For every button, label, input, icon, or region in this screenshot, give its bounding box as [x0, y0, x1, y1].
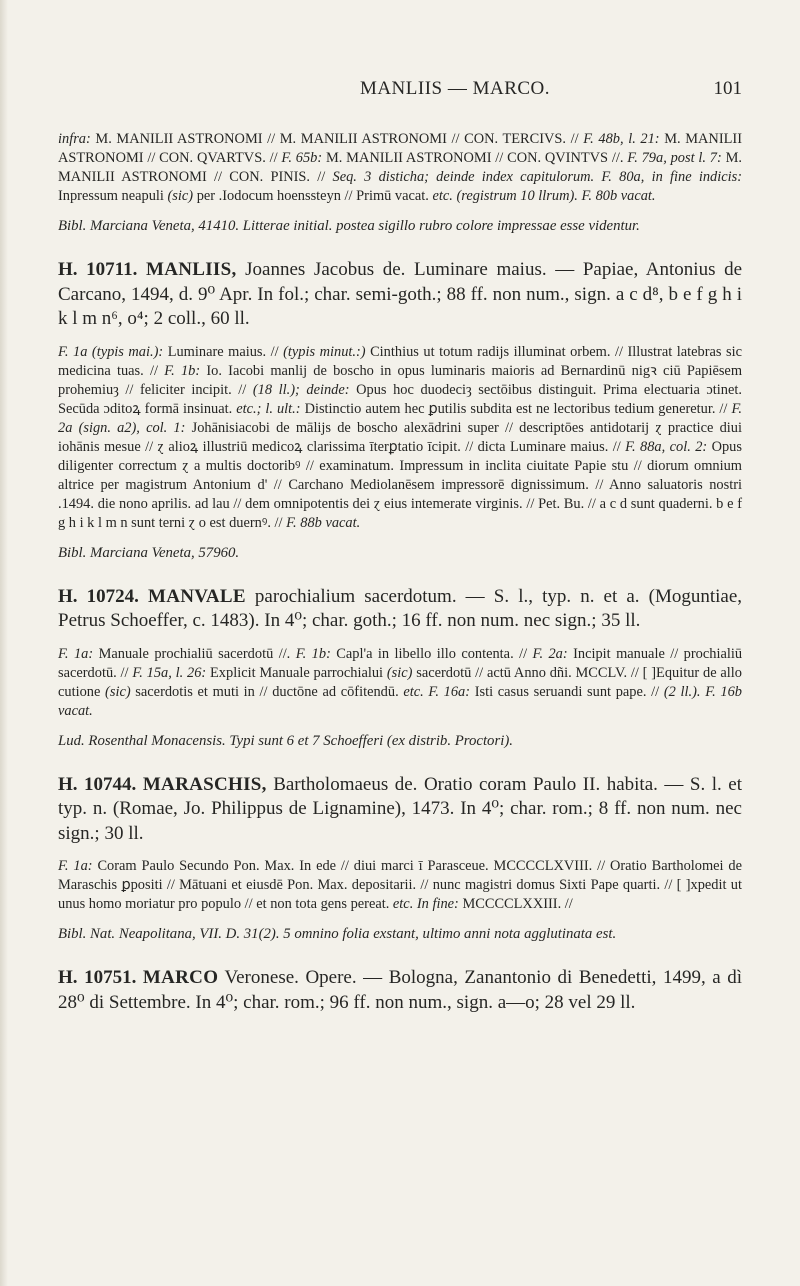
catalogue-text: [58, 130, 742, 1015]
italic-note: (sic): [105, 683, 131, 700]
transcription-text: Explicit Manuale parrochialui: [206, 664, 387, 681]
italic-note: F. 2a (sign. a2), col. 1:: [58, 400, 742, 436]
transcription-text: M. MANILII ASTRONOMI // CON. PINIS. //: [58, 150, 743, 185]
transcription-text: Cinthius ut totum radijs illuminat orbem. // Illustrat latebras sic medicina tuas. //: [58, 343, 742, 379]
transcription-text: M. MANILII ASTRONOMI // M. MANILII ASTRONOMI // CON. TERCIVS. //: [90, 131, 584, 147]
italic-note: infra:: [58, 131, 91, 147]
transcription-text: sacerdotū // actū Anno dñi. MCCLV. // [ ]Equitur de allo cutione: [58, 664, 742, 700]
entry-heading: [58, 258, 742, 332]
italic-note: (typis minut.:): [283, 343, 366, 360]
transcription-text: Inpressum neapuli: [58, 188, 168, 204]
italic-note: F. 1a:: [58, 858, 93, 874]
entry-heading: [58, 773, 742, 847]
italic-note: F. 65b:: [281, 150, 323, 166]
italic-note: etc.; l. ult.:: [236, 400, 301, 417]
library-holding: Bibl. Marciana Veneta, 41410. Litterae initial. postea sigillo rubro colore impressae esse videntur.: [58, 218, 640, 234]
entry-keyword: MARASCHIS,: [142, 773, 267, 795]
transcription-text: M. MANILII ASTRONOMI // CON. QVARTVS. //: [58, 131, 742, 166]
entry-imprint: Joannes Jacobus de. Luminare maius. — Papiae, Antonius de Carcano, 1494, d. 9⁰ Apr. In fol.; char. semi-goth.; 88 ff. non num., sign. a c d⁸, b e f g h i k l m n⁶, o⁴; 2 coll., 60 ll.: [58, 259, 743, 329]
entry-imprint: parochialium sacerdotum. — S. l., typ. n. et a. (Moguntiae, Petrus Schoeffer, c. 1483). In 4⁰; char. goth.; 16 ff. non num. nec sign.; 35 ll.: [58, 585, 743, 631]
entry-description: [58, 343, 742, 533]
transcription-text: Isti casus seruandi sunt pape. //: [470, 683, 664, 700]
hain-number: H. 10751.: [58, 967, 137, 988]
italic-note: etc. (registrum 10 llrum). F. 80b vacat.: [432, 188, 656, 204]
transcription-text: M. MANILII ASTRONOMI // CON. QVINTVS //.: [322, 150, 628, 166]
italic-note: F. 79a, post l. 7:: [627, 150, 722, 166]
entry-keyword: MANLIIS,: [145, 259, 237, 280]
transcription-text: Opus hoc duodeciȝ sectōibus distinguit. Prima electuaria ɔtinet. Secūda ɔditoꝝ formā insinuat.: [58, 381, 742, 417]
entry-imprint: Veronese. Opere. — Bologna, Zanantonio di Benedetti, 1499, a dì 28⁰ di Settembre. In 4⁰; char. rom.; 96 ff. non num., sign. a—o; 28 vel 29 ll.: [58, 967, 743, 1013]
italic-note: F. 88a, col. 2:: [625, 438, 708, 455]
italic-note: etc. In fine:: [392, 896, 459, 912]
entry-keyword: MANVALE: [148, 585, 246, 607]
library-holding: Lud. Rosenthal Monacensis. Typi sunt 6 et 7 Schoefferi (ex distrib. Proctori).: [58, 732, 513, 749]
transcription-text: Capl'a in libello illo contenta. //: [330, 645, 533, 662]
italic-note: (18 ll.); deinde:: [252, 381, 350, 398]
italic-note: F. 15a, l. 26:: [132, 664, 207, 681]
italic-note: Seq. 3 disticha; deinde index capitulorum. F. 80a, in fine indicis:: [332, 169, 742, 185]
scan-edge-shadow: [0, 0, 8, 1286]
italic-note: F. 2a:: [532, 645, 568, 662]
transcription-text: Distinctio autem hec ꝑutilis subdita est ne lectoribus tedium generetur. //: [300, 400, 732, 417]
entry-description: [58, 130, 742, 206]
italic-note: (sic): [167, 188, 194, 204]
transcription-text: sacerdotis et muti in // ductōne ad cōfitendū.: [130, 683, 404, 700]
italic-note: F. 1a:: [58, 645, 94, 662]
page-number: 101: [713, 78, 742, 99]
hain-number: H. 10711.: [58, 259, 138, 280]
italic-note: etc. F. 16a:: [403, 683, 471, 700]
entry-heading: [58, 966, 742, 1015]
transcription-text: Incipit manuale // prochialiū sacerdotū. //: [58, 645, 743, 681]
italic-note: F. 1a (typis mai.):: [58, 343, 164, 360]
library-holding: Bibl. Marciana Veneta, 57960.: [58, 544, 240, 561]
italic-note: (sic): [386, 664, 413, 681]
running-head: MANLIIS — MARCO.: [359, 78, 551, 99]
entry-keyword: MARCO: [142, 967, 219, 988]
entry-description: [58, 645, 742, 721]
page-header: [0, 78, 800, 108]
transcription-text: Luminare maius. //: [163, 343, 284, 360]
hain-number: H. 10744.: [58, 773, 137, 795]
entry-description: [58, 857, 742, 914]
transcription-text: MCCCCLXXIII. //: [458, 896, 573, 912]
italic-note: F. 1b:: [164, 362, 201, 379]
transcription-text: Johānisiacobi de mālijs de boscho alexādrini super // descriptōes antidotarij ɀ practice diui iohānis mesue // ɀ alioꝝ illustriū medicoꝝ clarissima īterꝑtatio īcipit. // dicta Luminare maius. //: [58, 419, 743, 455]
italic-note: (2 ll.). F. 16b vacat.: [58, 683, 742, 719]
italic-note: F. 1b:: [295, 645, 331, 662]
italic-note: F. 88b vacat.: [286, 514, 361, 531]
hain-number: H. 10724.: [58, 585, 139, 607]
transcription-text: Manuale prochialiū sacerdotū //.: [93, 645, 296, 662]
transcription-text: per .Iodocum hoenssteyn // Primū vacat.: [193, 188, 433, 204]
entry-heading: [58, 585, 742, 634]
transcription-text: Opus diligenter correctum ɀ a multis doctoribꝰ // examinatum. Impressum in inclita ciuitate Papie stu // diorum omnium altrice per magistrum Antonium d' // Carchano Mediolanēsem impressorē dignissimum. // Anno saluatoris nostri .1494. die nono aprilis. ad lau // dem omnipotentis dei ɀ eius intemerate virginis. // Pet. Bu. // a c d sunt quaderni. b e f g h i k l m n sunt terni ɀ o est duernꝰ. //: [58, 438, 742, 531]
library-holding: Bibl. Nat. Neapolitana, VII. D. 31(2). 5 omnino folia exstant, ultimo anni nota agglutinata est.: [58, 926, 617, 942]
transcription-text: Io. Iacobi manlij de boscho in opus luminaris maioris ad Bernardinū nigꝛ ciū Papiēsem prohemiuȝ // feliciter incipit. //: [58, 362, 743, 398]
italic-note: F. 48b, l. 21:: [583, 131, 660, 147]
transcription-text: Coram Paulo Secundo Pon. Max. In ede // diui marci ī Parasceue. MCCCCLXVIII. // Oratio Bartholomei de Maraschis ꝑpositi // Mātuani et eiusdē Pon. Max. depositarii. // nunc magistri domus Sixti Pape quarti. // [ ]xpedit ut unus homo moriatur pro populo // et non tota gens pereat.: [58, 858, 742, 912]
entry-imprint: Bartholomaeus de. Oratio coram Paulo II. habita. — S. l. et typ. n. (Romae, Jo. Philippus de Lignamine), 1473. In 4⁰; char. rom.; 8 ff. non num. nec sign.; 30 ll.: [58, 773, 742, 844]
